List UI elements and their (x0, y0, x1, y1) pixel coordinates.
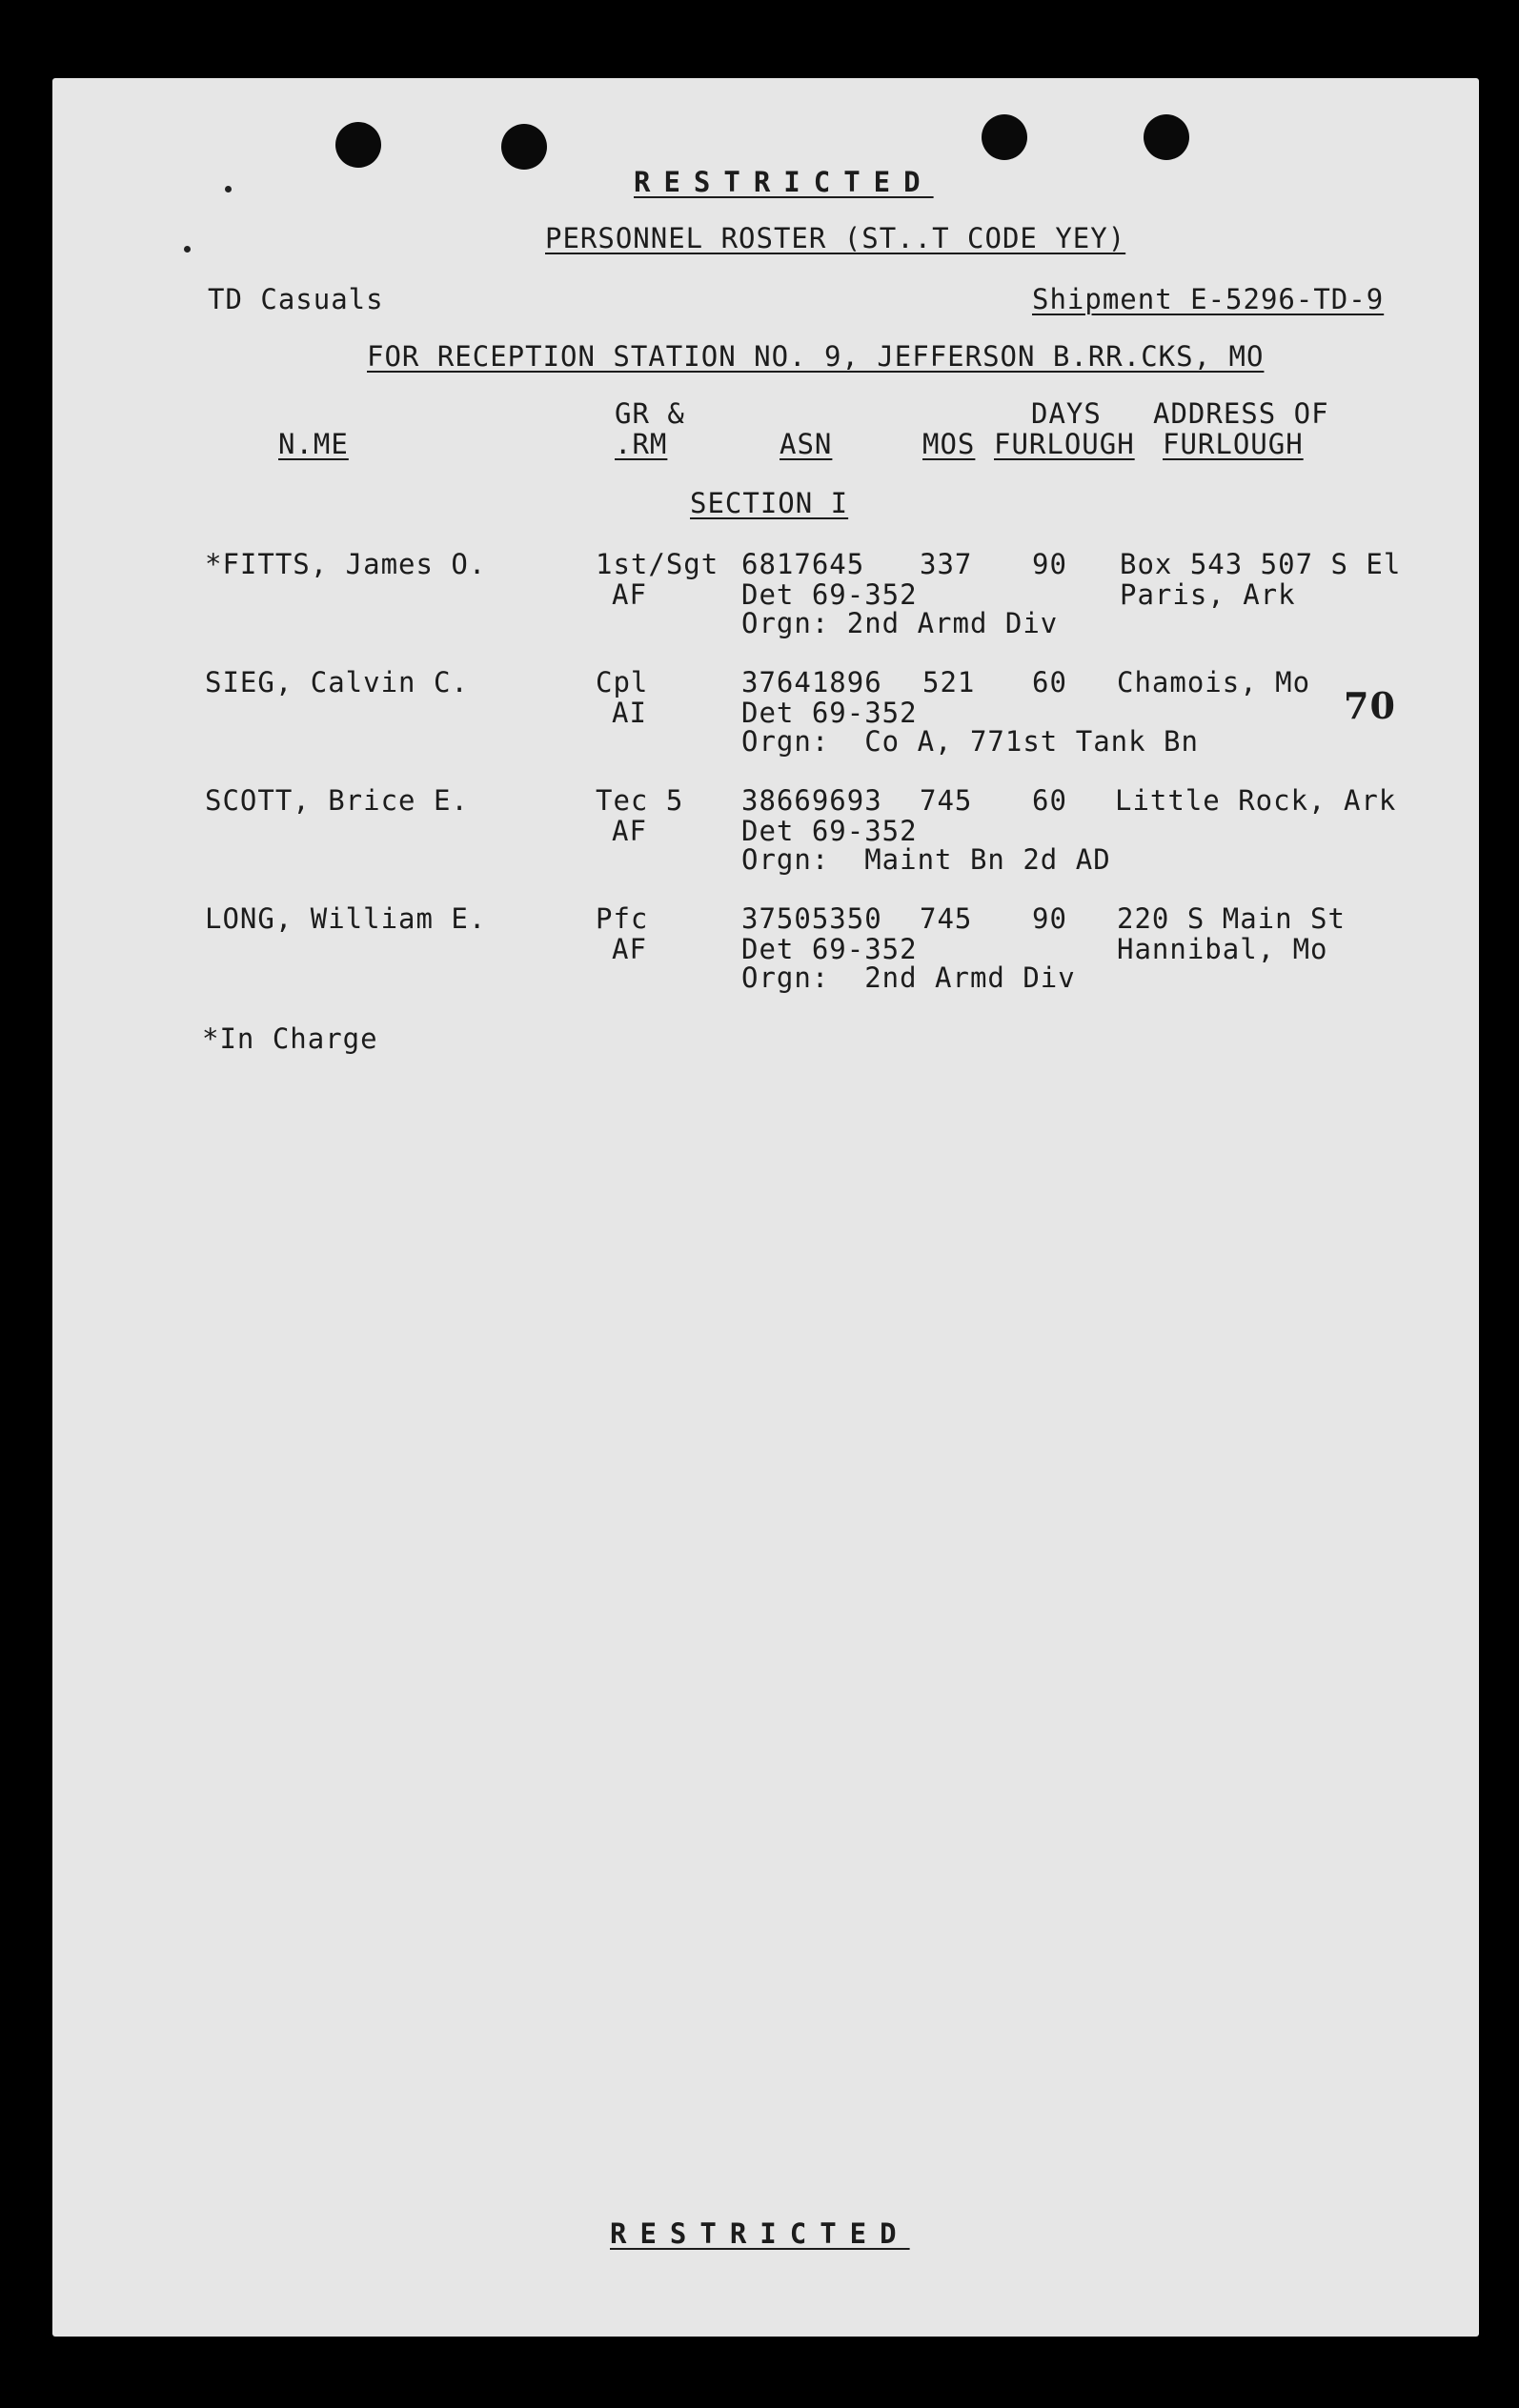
col-mos: MOS (922, 428, 976, 460)
col-grade-top: GR & (615, 397, 685, 430)
classification-footer: RESTRICTED (610, 2217, 910, 2250)
col-address-bottom: FURLOUGH (1163, 428, 1304, 460)
entry-name: SCOTT, Brice E. (205, 784, 469, 817)
entry-asn: 6817645 (741, 548, 865, 580)
roster-title: PERSONNEL ROSTER (ST..T CODE YEY) (545, 222, 1126, 254)
entry-orgn: Orgn: Co A, 771st Tank Bn (741, 725, 1199, 758)
classification-header: RESTRICTED (634, 166, 934, 198)
entry-name: *FITTS, James O. (205, 548, 487, 580)
entry-mos: 337 (920, 548, 973, 580)
entry-grade: Pfc (596, 902, 649, 935)
footnote: *In Charge (202, 1022, 378, 1055)
entry-address-line2: Hannibal, Mo (1117, 933, 1328, 965)
entry-grade: Tec 5 (596, 784, 684, 817)
entry-det: Det 69-352 (741, 815, 918, 847)
entry-name: LONG, William E. (205, 902, 487, 935)
entry-grade: Cpl (596, 666, 649, 698)
entry-days: 60 (1032, 784, 1067, 817)
entry-address-line1: Little Rock, Ark (1115, 784, 1397, 817)
entry-det: Det 69-352 (741, 697, 918, 729)
entry-det: Det 69-352 (741, 933, 918, 965)
entry-address-line1: 220 S Main St (1117, 902, 1346, 935)
col-grade-bottom: .RM (615, 428, 668, 460)
entry-det: Det 69-352 (741, 578, 918, 611)
col-days-bottom: FURLOUGH (994, 428, 1135, 460)
entry-address-line2: Paris, Ark (1120, 578, 1296, 611)
entry-arm: AF (612, 578, 647, 611)
col-name: N.ME (278, 428, 349, 460)
punch-hole (335, 122, 381, 168)
entry-orgn: Orgn: 2nd Armd Div (741, 607, 1059, 639)
entry-days: 90 (1032, 902, 1067, 935)
margin-note: 70 (1344, 684, 1396, 727)
section-heading: SECTION I (690, 487, 849, 519)
entry-days: 60 (1032, 666, 1067, 698)
unit-label: TD Casuals (208, 283, 384, 315)
punch-hole (982, 114, 1027, 160)
entry-mos: 745 (920, 902, 973, 935)
col-asn: ASN (780, 428, 833, 460)
entry-address-line1: Chamois, Mo (1117, 666, 1311, 698)
entry-address-line1: Box 543 507 S El (1120, 548, 1402, 580)
entry-asn: 37641896 (741, 666, 882, 698)
entry-days: 90 (1032, 548, 1067, 580)
ink-speck (184, 246, 191, 253)
shipment-number: Shipment E-5296-TD-9 (1032, 283, 1385, 315)
entry-asn: 38669693 (741, 784, 882, 817)
entry-arm: AI (612, 697, 647, 729)
col-days-top: DAYS (1031, 397, 1102, 430)
entry-grade: 1st/Sgt (596, 548, 719, 580)
entry-mos: 521 (922, 666, 976, 698)
entry-arm: AF (612, 815, 647, 847)
col-address-top: ADDRESS OF (1153, 397, 1329, 430)
ink-speck (225, 186, 232, 192)
entry-mos: 745 (920, 784, 973, 817)
punch-hole (1144, 114, 1189, 160)
entry-name: SIEG, Calvin C. (205, 666, 469, 698)
entry-orgn: Orgn: 2nd Armd Div (741, 961, 1076, 994)
punch-hole (501, 124, 547, 170)
destination-line: FOR RECEPTION STATION NO. 9, JEFFERSON B.RR.CKS, MO (367, 340, 1265, 373)
entry-arm: AF (612, 933, 647, 965)
entry-orgn: Orgn: Maint Bn 2d AD (741, 843, 1111, 876)
entry-asn: 37505350 (741, 902, 882, 935)
